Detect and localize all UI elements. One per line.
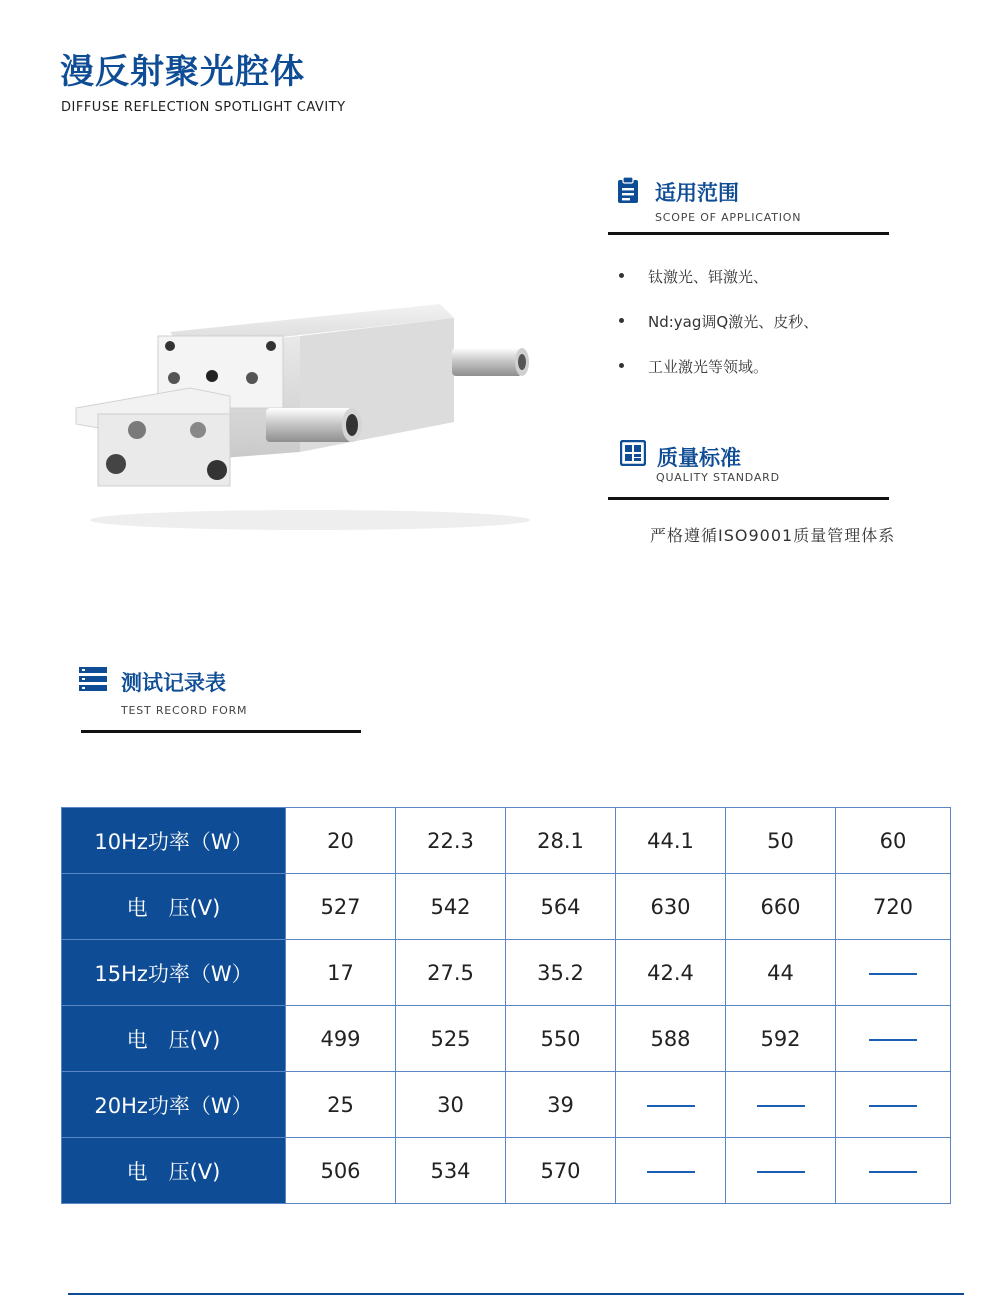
row-label: 10Hz功率（W） bbox=[62, 808, 286, 874]
test-record-table bbox=[61, 807, 951, 1204]
scope-divider bbox=[608, 232, 889, 235]
table-cell: 499 bbox=[286, 1006, 396, 1072]
quality-title: 质量标准 bbox=[657, 446, 741, 470]
scope-list bbox=[618, 262, 818, 397]
table-cell: 27.5 bbox=[396, 940, 506, 1006]
footer-divider bbox=[68, 1293, 964, 1295]
table-cell: 570 bbox=[506, 1138, 616, 1204]
table-cell: 25 bbox=[286, 1072, 396, 1138]
empty-cell bbox=[616, 1072, 726, 1138]
row-label: 电 压(V) bbox=[62, 1006, 286, 1072]
scope-subtitle: SCOPE OF APPLICATION bbox=[655, 211, 802, 224]
quality-subtitle: QUALITY STANDARD bbox=[656, 471, 780, 484]
table-row bbox=[62, 874, 951, 940]
record-title: 测试记录表 bbox=[121, 671, 226, 695]
table-cell: 60 bbox=[836, 808, 951, 874]
dash-mark bbox=[647, 1105, 695, 1107]
row-label: 电 压(V) bbox=[62, 874, 286, 940]
page-title: 漫反射聚光腔体 bbox=[60, 52, 305, 92]
dash-mark bbox=[757, 1171, 805, 1173]
dash-mark bbox=[647, 1171, 695, 1173]
table-cell: 28.1 bbox=[506, 808, 616, 874]
table-cell: 660 bbox=[726, 874, 836, 940]
table-row bbox=[62, 808, 951, 874]
table-cell: 550 bbox=[506, 1006, 616, 1072]
table-cell: 22.3 bbox=[396, 808, 506, 874]
dash-mark bbox=[869, 1105, 917, 1107]
quality-text: 严格遵循ISO9001质量管理体系 bbox=[650, 526, 896, 545]
list-item: 钛激光、铒激光、 bbox=[618, 262, 818, 307]
dash-mark bbox=[869, 1171, 917, 1173]
grid-icon bbox=[620, 440, 646, 466]
page-subtitle: DIFFUSE REFLECTION SPOTLIGHT CAVITY bbox=[61, 100, 346, 115]
table-cell: 588 bbox=[616, 1006, 726, 1072]
table-cell: 630 bbox=[616, 874, 726, 940]
list-item: Nd:yag调Q激光、皮秒、 bbox=[618, 307, 818, 352]
table-cell: 720 bbox=[836, 874, 951, 940]
list-item: 工业激光等领域。 bbox=[618, 352, 818, 397]
empty-cell bbox=[836, 1138, 951, 1204]
row-label: 电 压(V) bbox=[62, 1138, 286, 1204]
table-cell: 527 bbox=[286, 874, 396, 940]
product-image bbox=[70, 296, 550, 536]
table-row bbox=[62, 940, 951, 1006]
table-cell: 42.4 bbox=[616, 940, 726, 1006]
empty-cell bbox=[726, 1138, 836, 1204]
quality-header bbox=[620, 440, 900, 490]
table-cell: 564 bbox=[506, 874, 616, 940]
dash-mark bbox=[869, 1039, 917, 1041]
table-cell: 50 bbox=[726, 808, 836, 874]
table-row bbox=[62, 1006, 951, 1072]
table-cell: 534 bbox=[396, 1138, 506, 1204]
empty-cell bbox=[726, 1072, 836, 1138]
empty-cell bbox=[836, 1006, 951, 1072]
table-cell: 30 bbox=[396, 1072, 506, 1138]
table-cell: 44.1 bbox=[616, 808, 726, 874]
row-label: 15Hz功率（W） bbox=[62, 940, 286, 1006]
table-cell: 506 bbox=[286, 1138, 396, 1204]
table-row bbox=[62, 1072, 951, 1138]
record-header bbox=[79, 666, 379, 726]
empty-cell bbox=[836, 940, 951, 1006]
list-icon bbox=[79, 666, 107, 692]
quality-divider bbox=[608, 497, 889, 500]
table-row bbox=[62, 1138, 951, 1204]
table-cell: 525 bbox=[396, 1006, 506, 1072]
table-cell: 35.2 bbox=[506, 940, 616, 1006]
dash-mark bbox=[757, 1105, 805, 1107]
table-cell: 17 bbox=[286, 940, 396, 1006]
table-cell: 542 bbox=[396, 874, 506, 940]
row-label: 20Hz功率（W） bbox=[62, 1072, 286, 1138]
empty-cell bbox=[616, 1138, 726, 1204]
table-cell: 39 bbox=[506, 1072, 616, 1138]
scope-header bbox=[616, 176, 896, 236]
table-cell: 44 bbox=[726, 940, 836, 1006]
dash-mark bbox=[869, 973, 917, 975]
record-subtitle: TEST RECORD FORM bbox=[121, 704, 248, 717]
record-divider bbox=[81, 730, 361, 733]
scope-title: 适用范围 bbox=[655, 181, 739, 205]
empty-cell bbox=[836, 1072, 951, 1138]
table-cell: 20 bbox=[286, 808, 396, 874]
clipboard-icon bbox=[616, 176, 640, 204]
table-cell: 592 bbox=[726, 1006, 836, 1072]
